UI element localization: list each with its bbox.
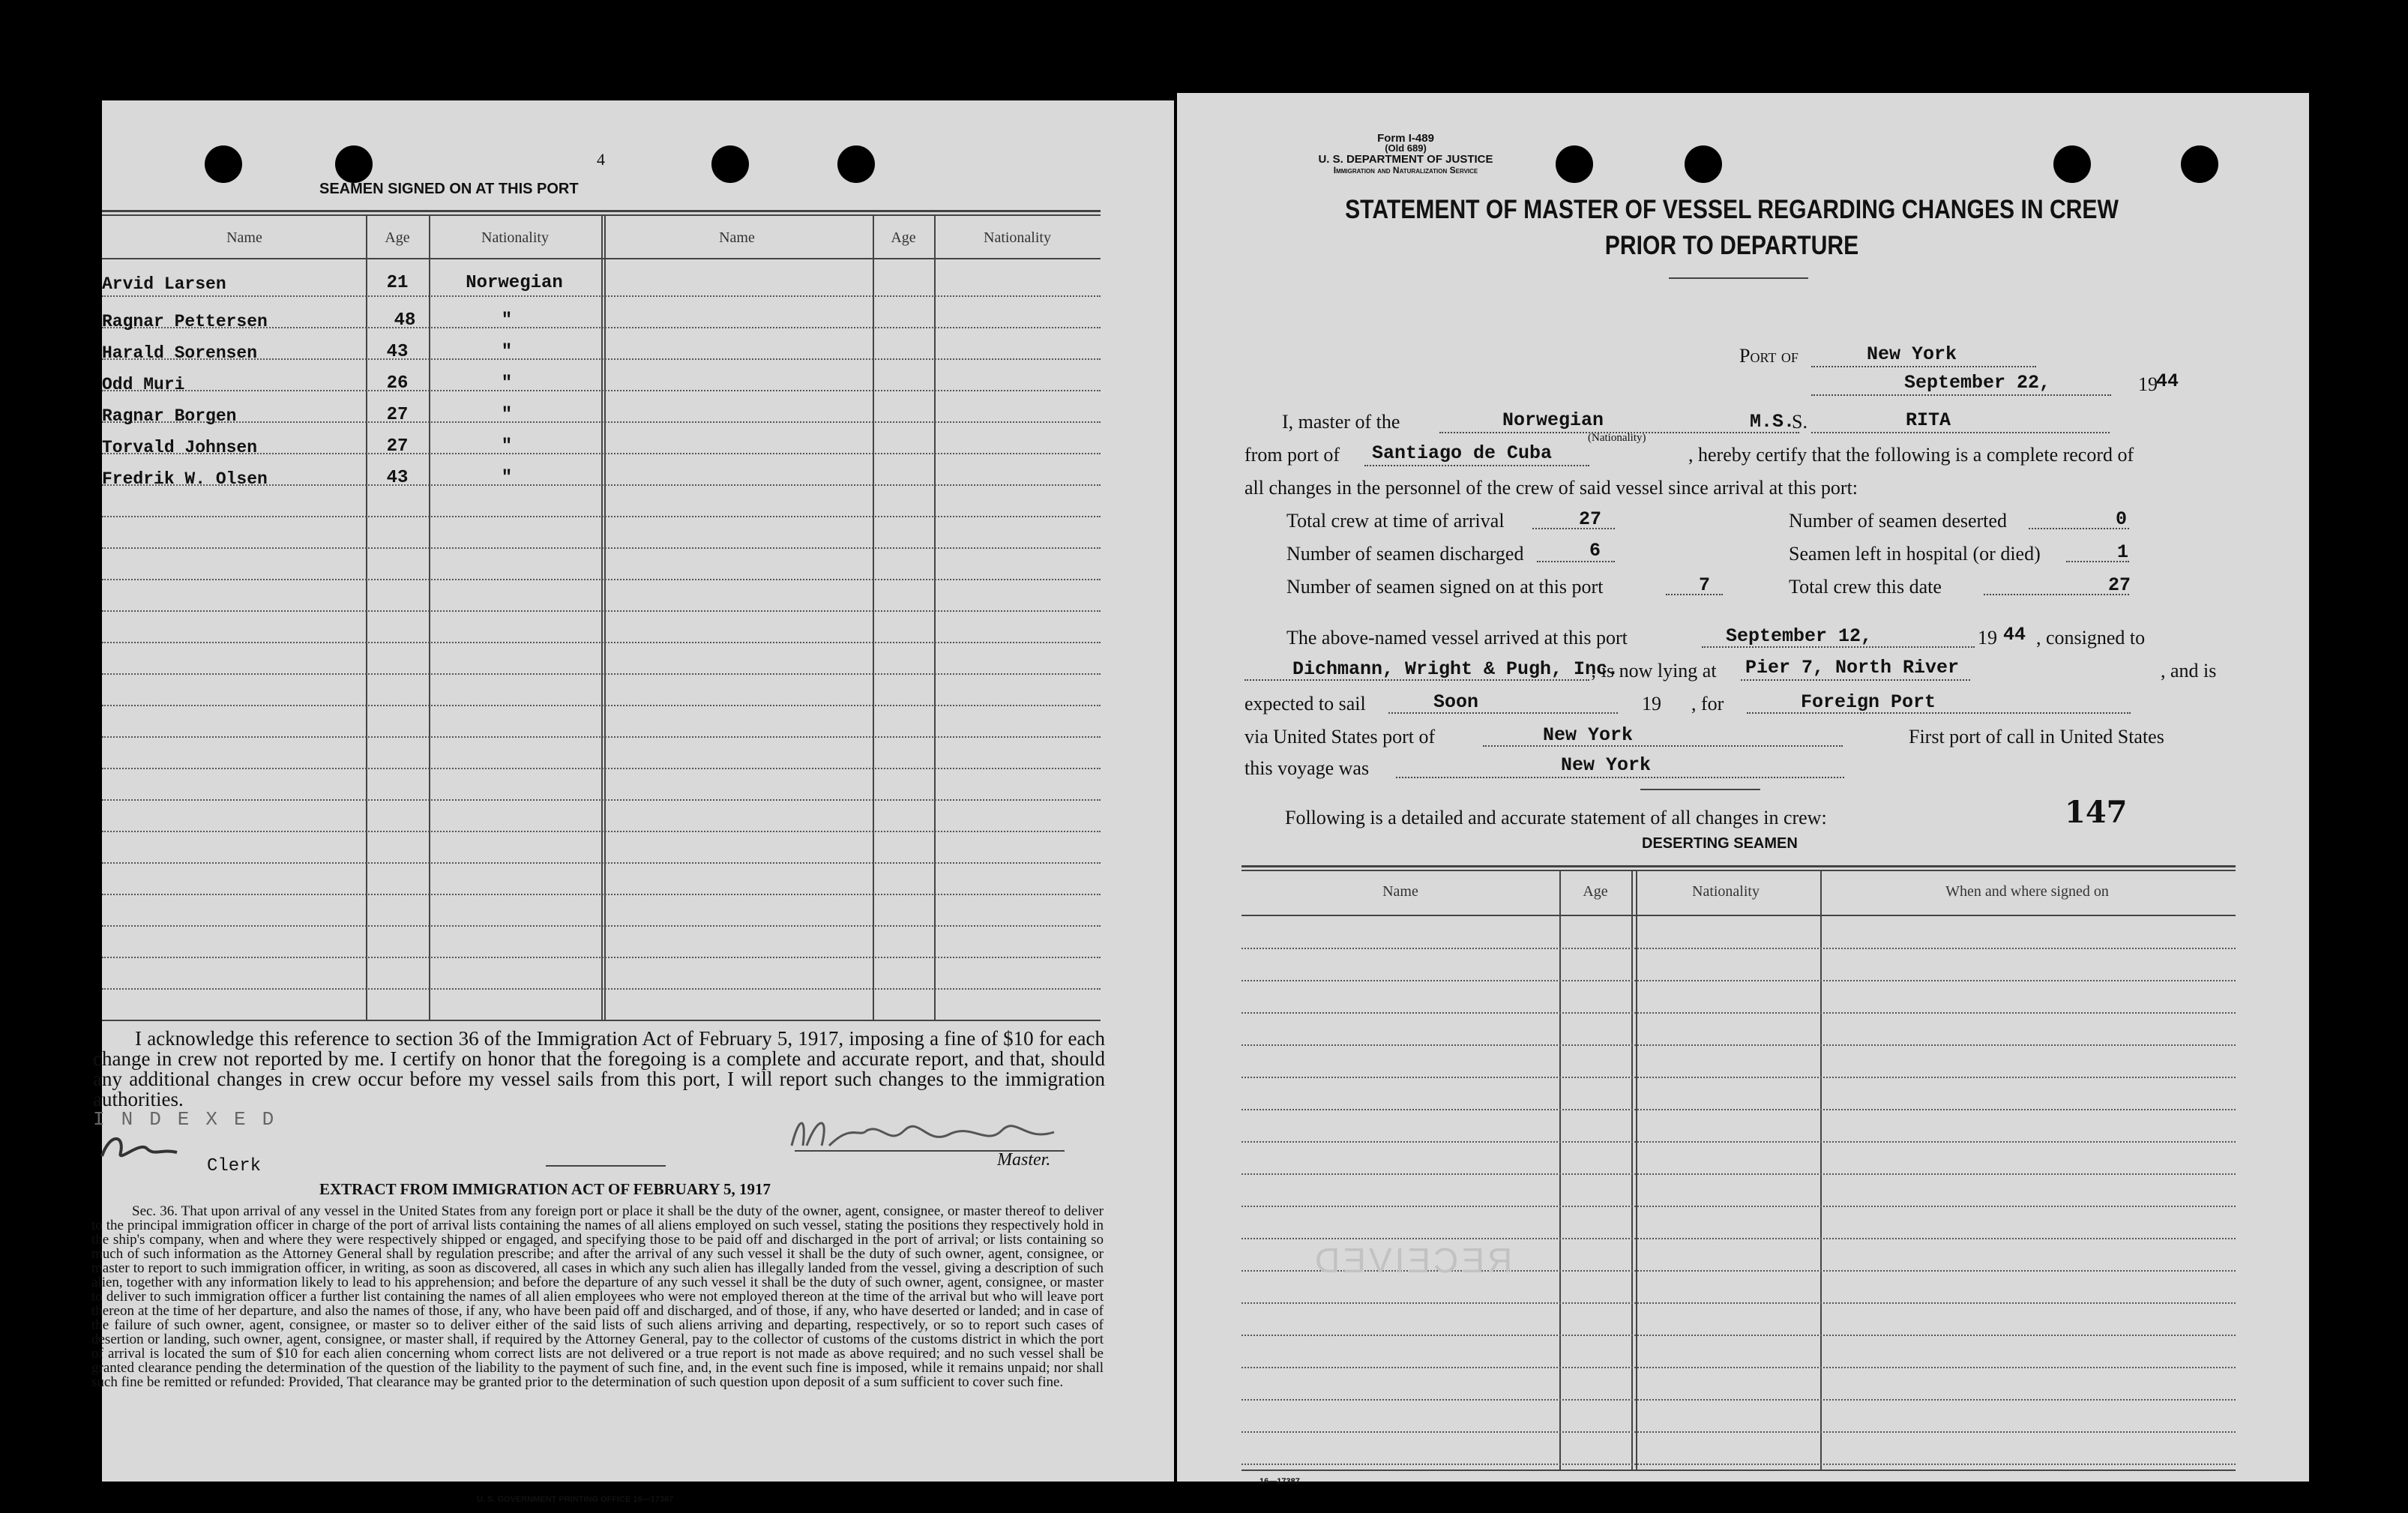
stat-value: 6 <box>1589 540 1601 562</box>
row-rule <box>102 390 1101 391</box>
seaman-age: 43 <box>386 342 409 362</box>
row-rule <box>102 799 1101 801</box>
stat-label: Number of seamen discharged <box>1286 543 1524 565</box>
handwritten-number: 147 <box>2065 795 2128 830</box>
seaman-name: Fredrik W. Olsen <box>102 469 268 489</box>
for-label: , for <box>1691 693 1724 715</box>
received-stamp: RECEIVED <box>1312 1241 1513 1280</box>
form-title: STATEMENT OF MASTER OF VESSEL REGARDING CHANGES IN CREW <box>1345 195 2119 224</box>
from-port-value: Santiago de Cuba <box>1372 442 1553 464</box>
seaman-age: 48 <box>394 310 416 331</box>
arrived-year-prefix: 19 <box>1978 627 1997 649</box>
row-rule <box>102 831 1101 832</box>
via-label: via United States port of <box>1244 726 1436 748</box>
stat-value: 27 <box>2108 574 2131 596</box>
col-age: Age <box>1583 883 1608 900</box>
nationality-value: Norwegian <box>1502 409 1604 431</box>
master-label: Master. <box>997 1150 1051 1170</box>
seaman-nationality: " <box>501 373 513 394</box>
punch-hole <box>2181 145 2218 183</box>
extract-title: EXTRACT FROM IMMIGRATION ACT OF FEBRUARY 5, 1917 <box>319 1180 771 1198</box>
from-port-label: from port of <box>1244 444 1340 466</box>
row-rule <box>1241 1077 2236 1078</box>
form-old: (Old 689) <box>1385 142 1427 154</box>
expected-label: expected to sail <box>1244 693 1366 715</box>
clerk-initials <box>94 1126 184 1171</box>
row-rule <box>102 673 1101 675</box>
date-value: September 22, <box>1904 372 2051 394</box>
row-rule <box>1241 1012 2236 1014</box>
department: U. S. DEPARTMENT OF JUSTICE <box>1318 153 1493 166</box>
vessel-s-label: S. <box>1792 411 1807 433</box>
row-rule <box>102 705 1101 706</box>
certify-text: , hereby certify that the following is a complete record of <box>1688 444 2134 466</box>
stat-label: Total crew at time of arrival <box>1286 510 1505 532</box>
seaman-age: 27 <box>386 405 409 425</box>
punch-hole <box>335 145 373 183</box>
printer-note: 16—17387 <box>1259 1477 1300 1486</box>
consignee: Dichmann, Wright & Pugh, Inc. <box>1292 658 1619 680</box>
seaman-nationality: Norwegian <box>466 273 563 293</box>
col-when-where: When and where signed on <box>1945 883 2109 900</box>
stat-value: 0 <box>2116 508 2128 530</box>
stat-value: 1 <box>2117 541 2129 563</box>
row-rule <box>1241 1206 2236 1207</box>
printer-note: U. S. GOVERNMENT PRINTING OFFICE 16—17387 <box>477 1495 674 1504</box>
seaman-name: Odd Muri <box>102 375 185 394</box>
deserting-title: DESERTING SEAMEN <box>1642 835 1798 852</box>
extract-text: Sec. 36. That upon arrival of any vessel in the United States from any foreign port or place it shall be the duty of the owner, agent, consignee, or master thereof to deliver to the principal immigration officer in charge of the port of arrival lists containing the names of all aliens employed on such vessel, stating the positions they respectively hold in the ship's company, when and where they were respectively shipped or engaged, and specifying those to be paid off and discharged in the port of arrival; or lists containing so much of such information as the Attorney General shall by regulation prescribe; and after the arrival of any such vessel it shall be the duty of such owner, agent, consignee, or master to report to such immigration officer, in writing, as soon as discovered, all cases in which any such alien has illegally landed from the vessel, giving a description of such alien, together with any information likely to lead to his apprehension; and before the departure of any such vessel it shall be the duty of such owner, agent, consignee, or master to deliver to such immigration officer a further list containing the names of all alien employees who were not employed thereon at the time of the arrival but who will leave port thereon at the time of her departure, and also the names of those, if any, who have been paid off and discharged, and of those, if any, who have deserted or landed; and in case of the failure of such owner, agent, consignee, or master so to deliver either of the said lists of such aliens arriving and departing, respectively, or so to report such cases of desertion or landing, such owner, agent, consignee, or master shall, if required by the Attorney General, pay to the collector of customs of the customs district in which the port of arrival is located the sum of $10 for each alien concerning whom correct lists are not delivered or a true report is not made as above required; and no such vessel shall be granted clearance pending the determination of the question of the liability to the payment of such fine, and, in the event such fine is imposed, while it remains unpaid; nor shall such fine be remitted or refunded: Provided, That clearance may be granted prior to the determination of such question upon deposit of a sum sufficient to cover such fine. <box>91 1203 1104 1390</box>
row-rule <box>1241 948 2236 949</box>
arrived-year: 44 <box>2003 624 2026 646</box>
vessel-name: RITA <box>1906 409 1951 431</box>
consigned-label: , consigned to <box>2036 627 2146 649</box>
vessel-type: M.S. <box>1750 411 1796 433</box>
row-rule <box>102 894 1101 895</box>
row-rule <box>1241 1399 2236 1401</box>
row-rule <box>1241 1464 2236 1465</box>
master-of-label: I, master of the <box>1282 411 1400 433</box>
seaman-nationality: " <box>501 436 513 457</box>
row-rule <box>1241 1335 2236 1336</box>
seaman-nationality: " <box>501 342 513 362</box>
seaman-name: Ragnar Borgen <box>102 406 237 426</box>
row-rule <box>102 516 1101 517</box>
seaman-name: Torvald Johnsen <box>102 438 258 457</box>
punch-hole <box>711 145 749 183</box>
stat-label: Number of seamen signed on at this port <box>1286 576 1604 598</box>
row-rule <box>102 295 1101 297</box>
seaman-nationality: " <box>501 468 513 488</box>
row-rule <box>102 988 1101 990</box>
form-subtitle: PRIOR TO DEPARTURE <box>1604 231 1859 260</box>
stat-label: Number of seamen deserted <box>1789 510 2007 532</box>
row-rule <box>1241 1109 2236 1110</box>
punch-hole <box>1685 145 1722 183</box>
destination: Foreign Port <box>1801 691 1936 713</box>
year-prefix: 19 <box>2138 373 2158 395</box>
seaman-name: Arvid Larsen <box>102 274 226 294</box>
arrived-date: September 12, <box>1726 625 1873 647</box>
seaman-nationality: " <box>501 405 513 425</box>
row-rule <box>102 957 1101 958</box>
row-rule <box>102 736 1101 738</box>
form-number: Form I-489 <box>1377 132 1434 145</box>
punch-hole <box>2053 145 2091 183</box>
port-of-value: New York <box>1867 343 1957 365</box>
punch-hole <box>837 145 875 183</box>
page-number: 4 <box>597 150 605 169</box>
stat-label: Total crew this date <box>1789 576 1942 598</box>
seaman-name: Ragnar Pettersen <box>102 312 268 331</box>
col-age-2: Age <box>891 229 916 246</box>
row-rule <box>102 768 1101 769</box>
stat-value: 27 <box>1579 508 1602 530</box>
row-rule <box>1241 980 2236 981</box>
section-title: SEAMEN SIGNED ON AT THIS PORT <box>319 181 579 197</box>
row-rule <box>1241 1431 2236 1433</box>
row-rule <box>1241 1173 2236 1175</box>
row-rule <box>1241 1141 2236 1143</box>
seaman-age: 27 <box>386 436 409 457</box>
col-name-2: Name <box>719 229 755 246</box>
col-name: Name <box>1382 883 1418 900</box>
voyage-label: this voyage was <box>1244 757 1370 779</box>
row-rule <box>1241 1367 2236 1368</box>
and-is-label: , and is <box>2161 660 2217 682</box>
lying-label: ; is now lying at <box>1591 660 1717 682</box>
seaman-nationality: " <box>501 310 513 331</box>
certify-text-2: all changes in the personnel of the crew of said vessel since arrival at this port: <box>1244 477 1858 499</box>
row-rule <box>1241 1044 2236 1046</box>
row-rule <box>1241 1302 2236 1304</box>
service: Immigration and Naturalization Service <box>1333 165 1478 175</box>
clerk-label: Clerk <box>207 1156 262 1176</box>
row-rule <box>102 579 1101 580</box>
col-nationality: Nationality <box>481 229 549 246</box>
seaman-age: 21 <box>386 273 409 293</box>
right-page <box>1177 93 2309 1486</box>
stat-value: 7 <box>1699 574 1711 596</box>
left-page <box>91 100 1174 1504</box>
col-age: Age <box>385 229 410 246</box>
row-rule <box>102 610 1101 612</box>
col-nationality-2: Nationality <box>984 229 1051 246</box>
row-rule <box>102 421 1101 423</box>
row-rule <box>102 642 1101 643</box>
indexed-stamp: INDEXED <box>93 1108 291 1131</box>
punch-hole <box>205 145 242 183</box>
following-text: Following is a detailed and accurate statement of all changes in crew: <box>1285 807 1827 828</box>
via-port: New York <box>1543 724 1634 746</box>
expected-year-prefix: 19 <box>1642 693 1661 715</box>
year-value: 44 <box>2156 370 2179 392</box>
row-rule <box>102 547 1101 549</box>
stat-label: Seamen left in hospital (or died) <box>1789 543 2041 565</box>
col-name: Name <box>226 229 262 246</box>
acknowledgement-text: I acknowledge this reference to section 36 of the Immigration Act of February 5, 1917, imposing a fine of $10 for each change in crew not reported by me. I certify on honor that the foregoing is a complete and accurate report, and that, should any additional changes in crew occur before my vessel sails from this port, I will report such changes to the immigration authorities. <box>93 1027 1105 1110</box>
seaman-age: 26 <box>386 373 409 394</box>
punch-hole <box>1556 145 1593 183</box>
nationality-caption: (Nationality) <box>1588 432 1646 444</box>
col-nationality: Nationality <box>1692 883 1760 900</box>
arrived-label: The above-named vessel arrived at this port <box>1286 627 1628 649</box>
lying-at: Pier 7, North River <box>1745 657 1960 679</box>
first-call-value: New York <box>1561 754 1652 776</box>
seaman-age: 43 <box>386 468 409 488</box>
row-rule <box>1241 1238 2236 1239</box>
seaman-name: Harald Sorensen <box>102 343 258 363</box>
row-rule <box>102 862 1101 864</box>
row-rule <box>102 925 1101 927</box>
port-of-label: Port of <box>1739 345 1799 367</box>
first-call-label: First port of call in United States <box>1909 726 2164 748</box>
expected-value: Soon <box>1433 691 1479 713</box>
